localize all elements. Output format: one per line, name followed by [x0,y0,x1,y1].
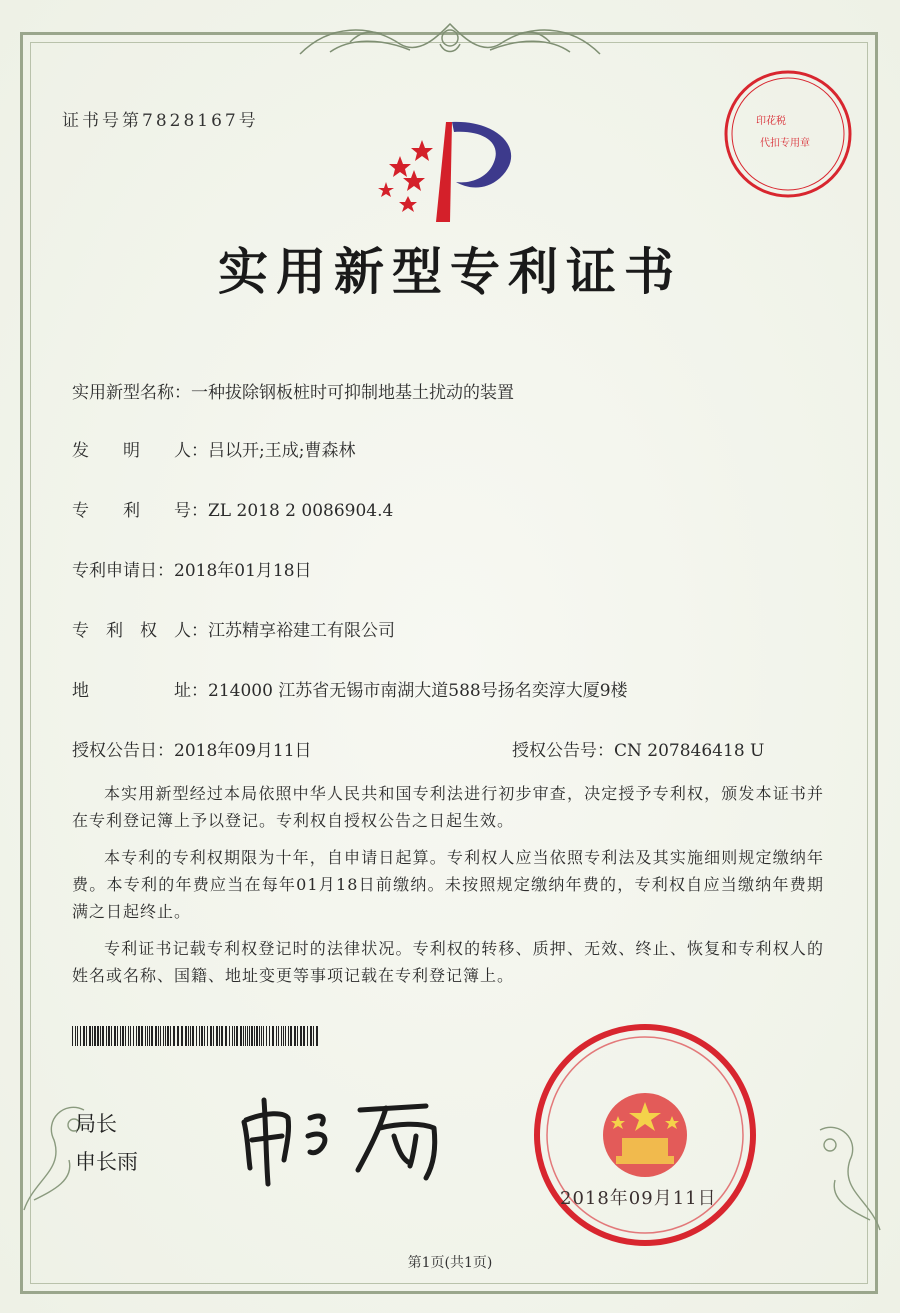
field-value: 吕以开;王成;曹森林 [208,441,356,461]
svg-text:印花税: 印花税 [756,116,786,127]
field-value: ZL 2018 2 0086904.4 [208,501,394,521]
certificate-number: 证书号第7828167号 [62,111,259,131]
field-label: 发 明 人： [72,441,208,461]
director-name: 申长雨 [75,1150,138,1174]
patent-office-logo-icon [370,112,530,224]
utility-model-name-field [72,378,514,403]
patentee-field [72,616,395,641]
certificate-body [72,780,824,999]
barcode-icon [72,1026,318,1046]
field-label: 专 利 权 人： [72,621,208,641]
body-paragraph: 专利证书记载专利权登记时的法律状况。专利权的转移、质押、无效、终止、恢复和专利权人的姓名或名称、国籍、地址变更等事项记载在专利登记簿上。 [72,939,824,985]
grant-announcement-number-field [512,736,764,761]
signature-icon [230,1088,450,1188]
tax-stamp-seal-icon [720,66,856,202]
field-value: 一种拔除钢板桩时可抑制地基土扰动的装置 [191,383,514,403]
field-label: 授权公告日： [72,741,174,761]
svg-text:代扣专用章: 代扣专用章 [760,138,810,149]
field-value: CN 207846418 U [614,741,765,761]
director-title: 局长 [75,1112,117,1136]
field-value: 2018年09月11日 [174,741,312,761]
inventors-field [72,436,355,461]
certificate-title: 实用新型专利证书 [218,242,682,301]
corner-ornament-icon [800,1100,890,1240]
top-ornament-icon [290,14,610,66]
body-paragraph: 本专利的专利权期限为十年，自申请日起算。专利权人应当依照专利法及其实施细则规定缴纳年费。本专利的年费应当在每年01月18日前缴纳。未按照规定缴纳年费的，专利权自应当缴纳年费期满之日起终止。 [72,848,824,921]
field-label: 实用新型名称： [72,383,191,403]
application-date-field [72,556,312,581]
page-number: 第1页(共1页) [407,1255,493,1271]
grant-announcement-date-field [72,736,312,761]
field-value: 2018年01月18日 [174,561,312,581]
national-ip-office-seal-icon [530,1020,760,1250]
field-label: 专利申请日： [72,561,174,581]
field-value: 214000 江苏省无锡市南湖大道588号扬名奕淳大厦9楼 [208,681,628,701]
field-label: 地 址： [72,681,208,701]
address-field [72,676,628,701]
patent-number-field [72,496,393,521]
seal-date: 2018年09月11日 [560,1188,717,1209]
field-value: 江苏精享裕建工有限公司 [208,621,395,641]
field-label: 专 利 号： [72,501,208,521]
field-label: 授权公告号： [512,741,614,761]
body-paragraph: 本实用新型经过本局依照中华人民共和国专利法进行初步审查，决定授予专利权，颁发本证书并在专利登记簿上予以登记。专利权自授权公告之日起生效。 [72,784,824,830]
